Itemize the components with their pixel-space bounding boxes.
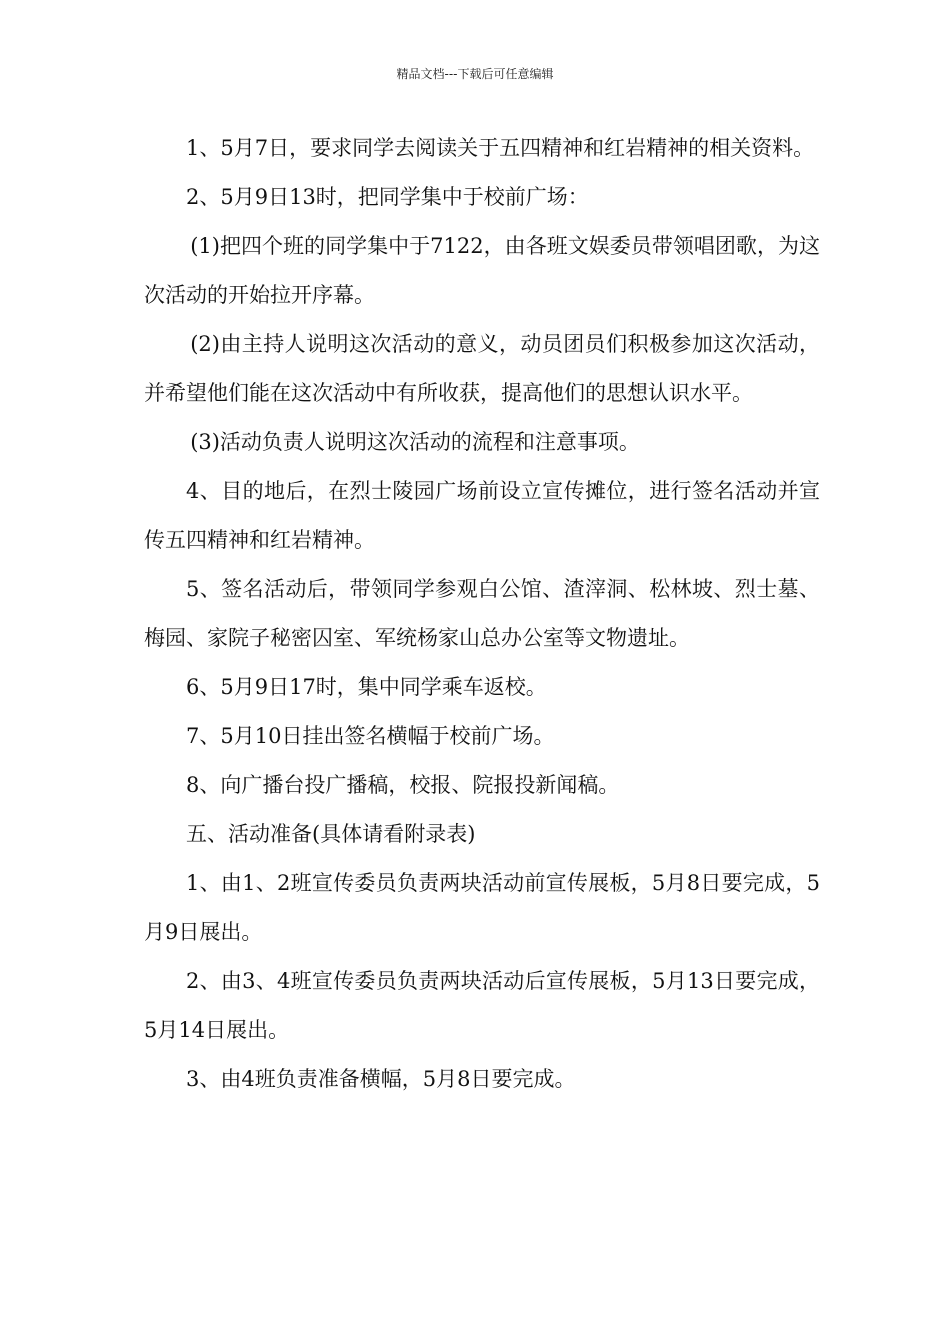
paragraph-3: (1)把四个班的同学集中于7122，由各班文娱委员带领唱团歌，为这次活动的开始拉开序幕。 [144,234,820,307]
paragraph-12: 2、由3、4班宣传委员负责两块活动后宣传展板，5月13日要完成，5月14日展出。 [144,969,820,1042]
paragraph-5: (3)活动负责人说明这次活动的流程和注意事项。 [190,430,640,454]
paragraph-8: 6、5月9日17时，集中同学乘车返校。 [186,675,547,699]
paragraph-2: 2、5月9日13时，把同学集中于校前广场： [186,185,589,209]
paragraph-11: 1、由1、2班宣传委员负责两块活动前宣传展板，5月8日要完成，5月9日展出。 [144,871,820,944]
paragraph-10: 8、向广播台投广播稿，校报、院报投新闻稿。 [186,773,620,797]
paragraph-6: 4、目的地后，在烈士陵园广场前设立宣传摊位，进行签名活动并宣传五四精神和红岩精神。 [144,479,820,552]
paragraph-7: 5、签名活动后，带领同学参观白公馆、渣滓洞、松林坡、烈士墓、梅园、家院子秘密囚室、军统杨家山总办公室等文物遗址。 [144,577,820,650]
paragraph-9: 7、5月10日挂出签名横幅于校前广场。 [186,724,555,748]
document-body [144,124,820,1104]
page-header: 精品文档---下载后可任意编辑 [396,67,554,81]
paragraph-13: 3、由4班负责准备横幅，5月8日要完成。 [186,1067,576,1091]
paragraph-4: (2)由主持人说明这次活动的意义，动员团员们积极参加这次活动，并希望他们能在这次活动中有所收获，提高他们的思想认识水平。 [144,332,820,405]
section-heading: 五、活动准备(具体请看附录表) [186,822,476,846]
paragraph-1: 1、5月7日，要求同学去阅读关于五四精神和红岩精神的相关资料。 [186,136,815,160]
